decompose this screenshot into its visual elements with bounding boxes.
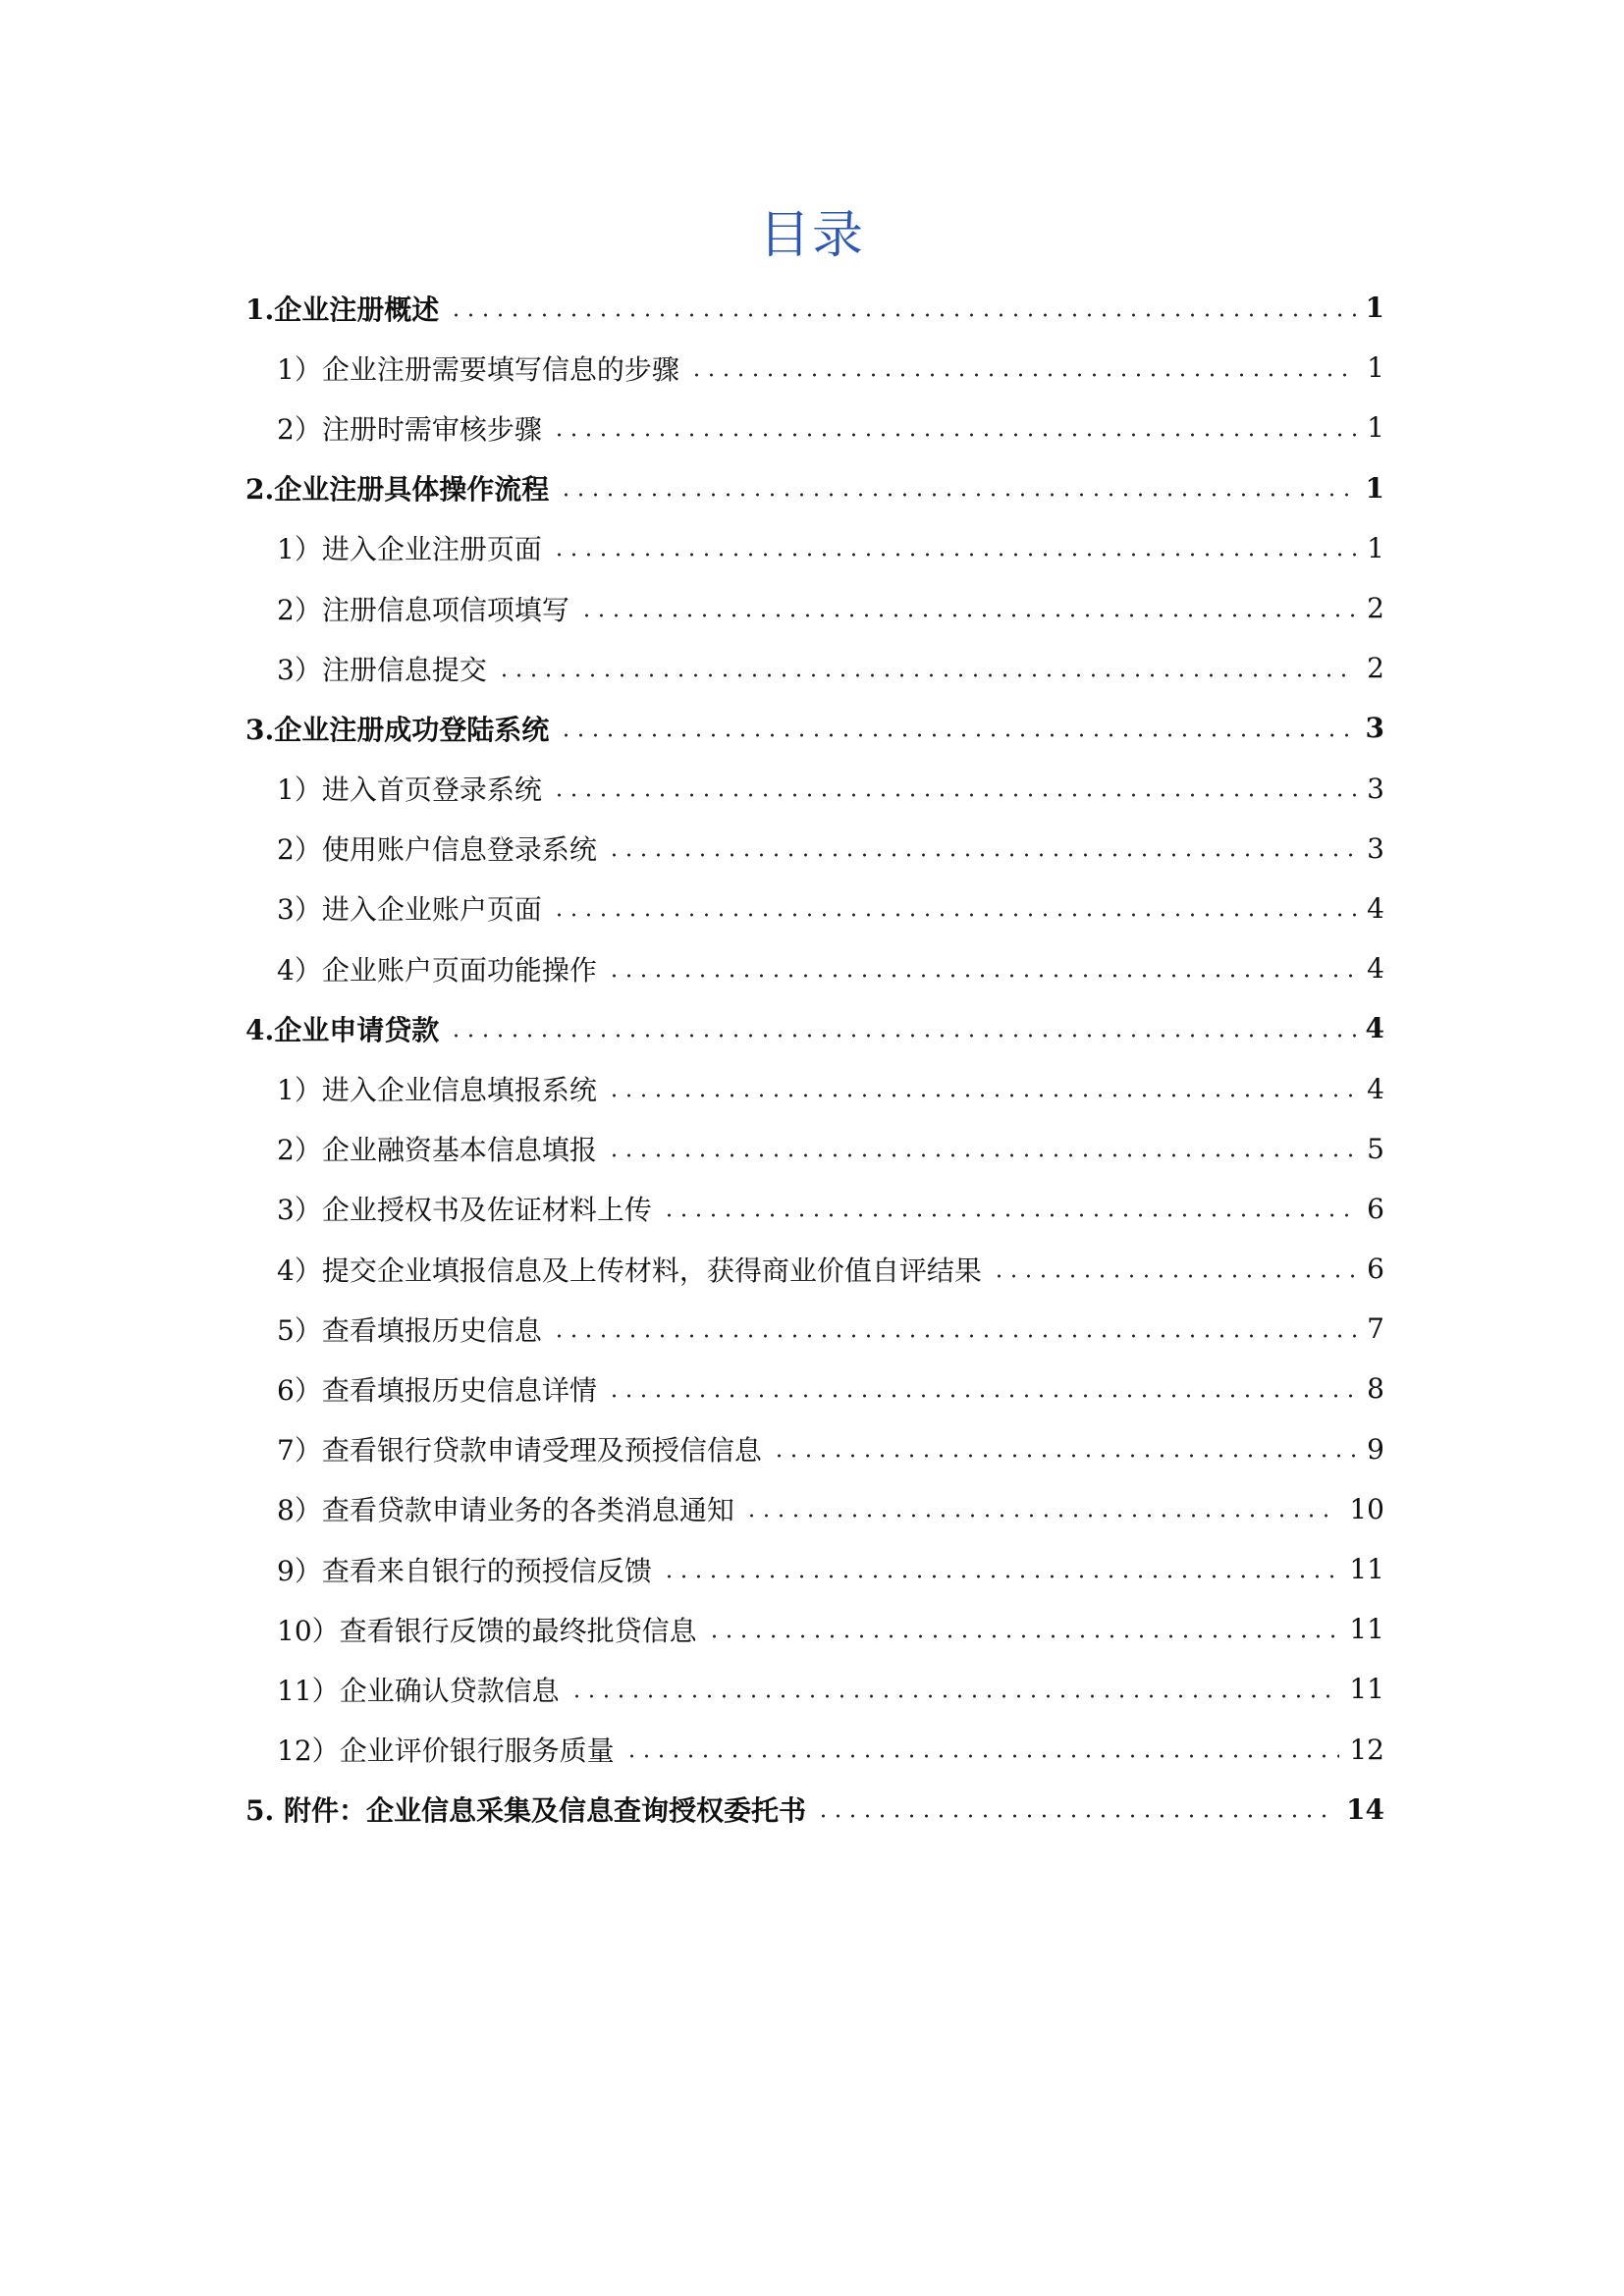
toc-section-entry[interactable] (245, 1780, 1384, 1840)
toc-dot-leader (552, 553, 1357, 557)
toc-entry-text: 2）企业融资基本信息填报 (277, 1134, 597, 1167)
toc-dot-leader (607, 1394, 1357, 1398)
toc-dot-leader (579, 614, 1357, 617)
toc-subsection-entry[interactable] (245, 518, 1384, 578)
toc-subsection-entry[interactable] (245, 398, 1384, 457)
toc-dot-leader (816, 1814, 1336, 1818)
toc-entry-text: 3.企业注册成功登陆系统 (245, 713, 550, 746)
toc-page-number: 3 (1367, 772, 1384, 805)
toc-page-number: 11 (1349, 1553, 1384, 1586)
toc-list (245, 278, 1384, 1840)
toc-page-number: 4 (1367, 1072, 1384, 1105)
toc-page-number: 9 (1367, 1432, 1384, 1466)
toc-subsection-entry[interactable] (245, 1179, 1384, 1239)
toc-page-number: 4 (1365, 1012, 1384, 1045)
toc-dot-leader (607, 853, 1357, 857)
toc-dot-leader (607, 1153, 1357, 1157)
toc-subsection-entry[interactable] (245, 578, 1384, 638)
toc-dot-leader (552, 913, 1357, 917)
toc-entry-text: 2）使用账户信息登录系统 (277, 833, 597, 867)
toc-entry-text: 1）企业注册需要填写信息的步骤 (277, 352, 679, 386)
toc-dot-leader (707, 1634, 1340, 1638)
toc-dot-leader (449, 1034, 1355, 1038)
toc-dot-leader (552, 1334, 1357, 1338)
toc-subsection-entry[interactable] (245, 1359, 1384, 1418)
toc-page-number: 3 (1367, 831, 1384, 865)
toc-subsection-entry[interactable] (245, 759, 1384, 819)
toc-page-number: 12 (1349, 1733, 1384, 1766)
toc-entry-text: 2）注册信息项信项填写 (277, 593, 569, 626)
toc-page-number: 1 (1367, 411, 1384, 445)
toc-subsection-entry[interactable] (245, 338, 1384, 398)
toc-page-number: 2 (1367, 592, 1384, 625)
toc-entry-text: 12）企业评价银行服务质量 (277, 1735, 615, 1768)
toc-page-number: 10 (1349, 1492, 1384, 1525)
toc-page-number: 5 (1367, 1132, 1384, 1165)
toc-subsection-entry[interactable] (245, 1419, 1384, 1479)
toc-subsection-entry[interactable] (245, 1479, 1384, 1539)
toc-page-number: 6 (1367, 1253, 1384, 1286)
toc-page-number: 4 (1367, 891, 1384, 925)
toc-entry-text: 2）注册时需审核步骤 (277, 412, 542, 446)
toc-dot-leader (662, 1575, 1340, 1578)
toc-page-number: 1 (1367, 531, 1384, 564)
toc-dot-leader (607, 1094, 1357, 1097)
toc-entry-text: 1）进入企业信息填报系统 (277, 1074, 597, 1107)
toc-entry-text: 8）查看贷款申请业务的各类消息通知 (277, 1494, 734, 1527)
toc-entry-text: 11）企业确认贷款信息 (277, 1674, 560, 1707)
toc-subsection-entry[interactable] (245, 879, 1384, 938)
toc-dot-leader (744, 1514, 1340, 1518)
toc-dot-leader (569, 1694, 1340, 1698)
toc-dot-leader (497, 673, 1357, 677)
toc-entry-text: 1）进入企业注册页面 (277, 533, 542, 566)
toc-dot-leader (662, 1213, 1357, 1217)
toc-subsection-entry[interactable] (245, 1239, 1384, 1299)
toc-section-entry[interactable] (245, 278, 1384, 338)
toc-subsection-entry[interactable] (245, 1659, 1384, 1719)
toc-entry-text: 3）进入企业账户页面 (277, 893, 542, 927)
toc-page-number: 1 (1367, 351, 1384, 385)
toc-entry-text: 5. 附件：企业信息采集及信息查询授权委托书 (245, 1794, 806, 1828)
toc-subsection-entry[interactable] (245, 1539, 1384, 1599)
toc-subsection-entry[interactable] (245, 819, 1384, 879)
toc-page-number: 3 (1365, 712, 1384, 745)
toc-dot-leader (552, 793, 1357, 797)
toc-dot-leader (559, 733, 1355, 737)
toc-entry-text: 5）查看填报历史信息 (277, 1313, 542, 1347)
toc-entry-text: 4）企业账户页面功能操作 (277, 953, 597, 987)
toc-page-number: 14 (1346, 1792, 1384, 1826)
toc-dot-leader (624, 1754, 1340, 1758)
toc-page-number: 6 (1367, 1192, 1384, 1225)
toc-subsection-entry[interactable] (245, 938, 1384, 998)
toc-entry-text: 1）进入首页登录系统 (277, 774, 542, 807)
toc-entry-text: 6）查看填报历史信息详情 (277, 1373, 597, 1407)
toc-entry-text: 2.企业注册具体操作流程 (245, 473, 550, 507)
toc-dot-leader (689, 373, 1357, 377)
toc-page-number: 7 (1367, 1312, 1384, 1346)
toc-page-number: 8 (1367, 1372, 1384, 1406)
toc-page-number: 1 (1365, 292, 1384, 325)
toc-page-number: 11 (1349, 1673, 1384, 1706)
toc-subsection-entry[interactable] (245, 1599, 1384, 1659)
toc-entry-text: 7）查看银行贷款申请受理及预授信信息 (277, 1434, 762, 1468)
toc-entry-text: 10）查看银行反馈的最终批贷信息 (277, 1614, 697, 1647)
toc-dot-leader (559, 493, 1355, 497)
toc-subsection-entry[interactable] (245, 638, 1384, 698)
toc-entry-text: 4）提交企业填报信息及上传材料，获得商业价值自评结果 (277, 1254, 982, 1287)
toc-entry-text: 4.企业申请贷款 (245, 1013, 440, 1046)
toc-entry-text: 3）企业授权书及佐证材料上传 (277, 1194, 652, 1227)
toc-title: 目录 (758, 206, 865, 265)
toc-dot-leader (552, 433, 1357, 437)
toc-section-entry[interactable] (245, 698, 1384, 758)
toc-entry-text: 3）注册信息提交 (277, 653, 487, 686)
toc-subsection-entry[interactable] (245, 1299, 1384, 1359)
toc-page-number: 11 (1349, 1613, 1384, 1646)
toc-page-number: 2 (1367, 652, 1384, 685)
toc-entry-text: 9）查看来自银行的预授信反馈 (277, 1554, 652, 1587)
toc-subsection-entry[interactable] (245, 1119, 1384, 1179)
toc-page-number: 1 (1365, 471, 1384, 505)
toc-dot-leader (449, 313, 1355, 317)
toc-section-entry[interactable] (245, 458, 1384, 518)
toc-subsection-entry[interactable] (245, 1058, 1384, 1118)
toc-subsection-entry[interactable] (245, 1720, 1384, 1780)
toc-page-number: 4 (1367, 952, 1384, 986)
toc-dot-leader (772, 1454, 1357, 1458)
toc-entry-text: 1.企业注册概述 (245, 293, 440, 326)
toc-dot-leader (607, 974, 1357, 978)
toc-section-entry[interactable] (245, 998, 1384, 1058)
toc-dot-leader (992, 1274, 1357, 1278)
